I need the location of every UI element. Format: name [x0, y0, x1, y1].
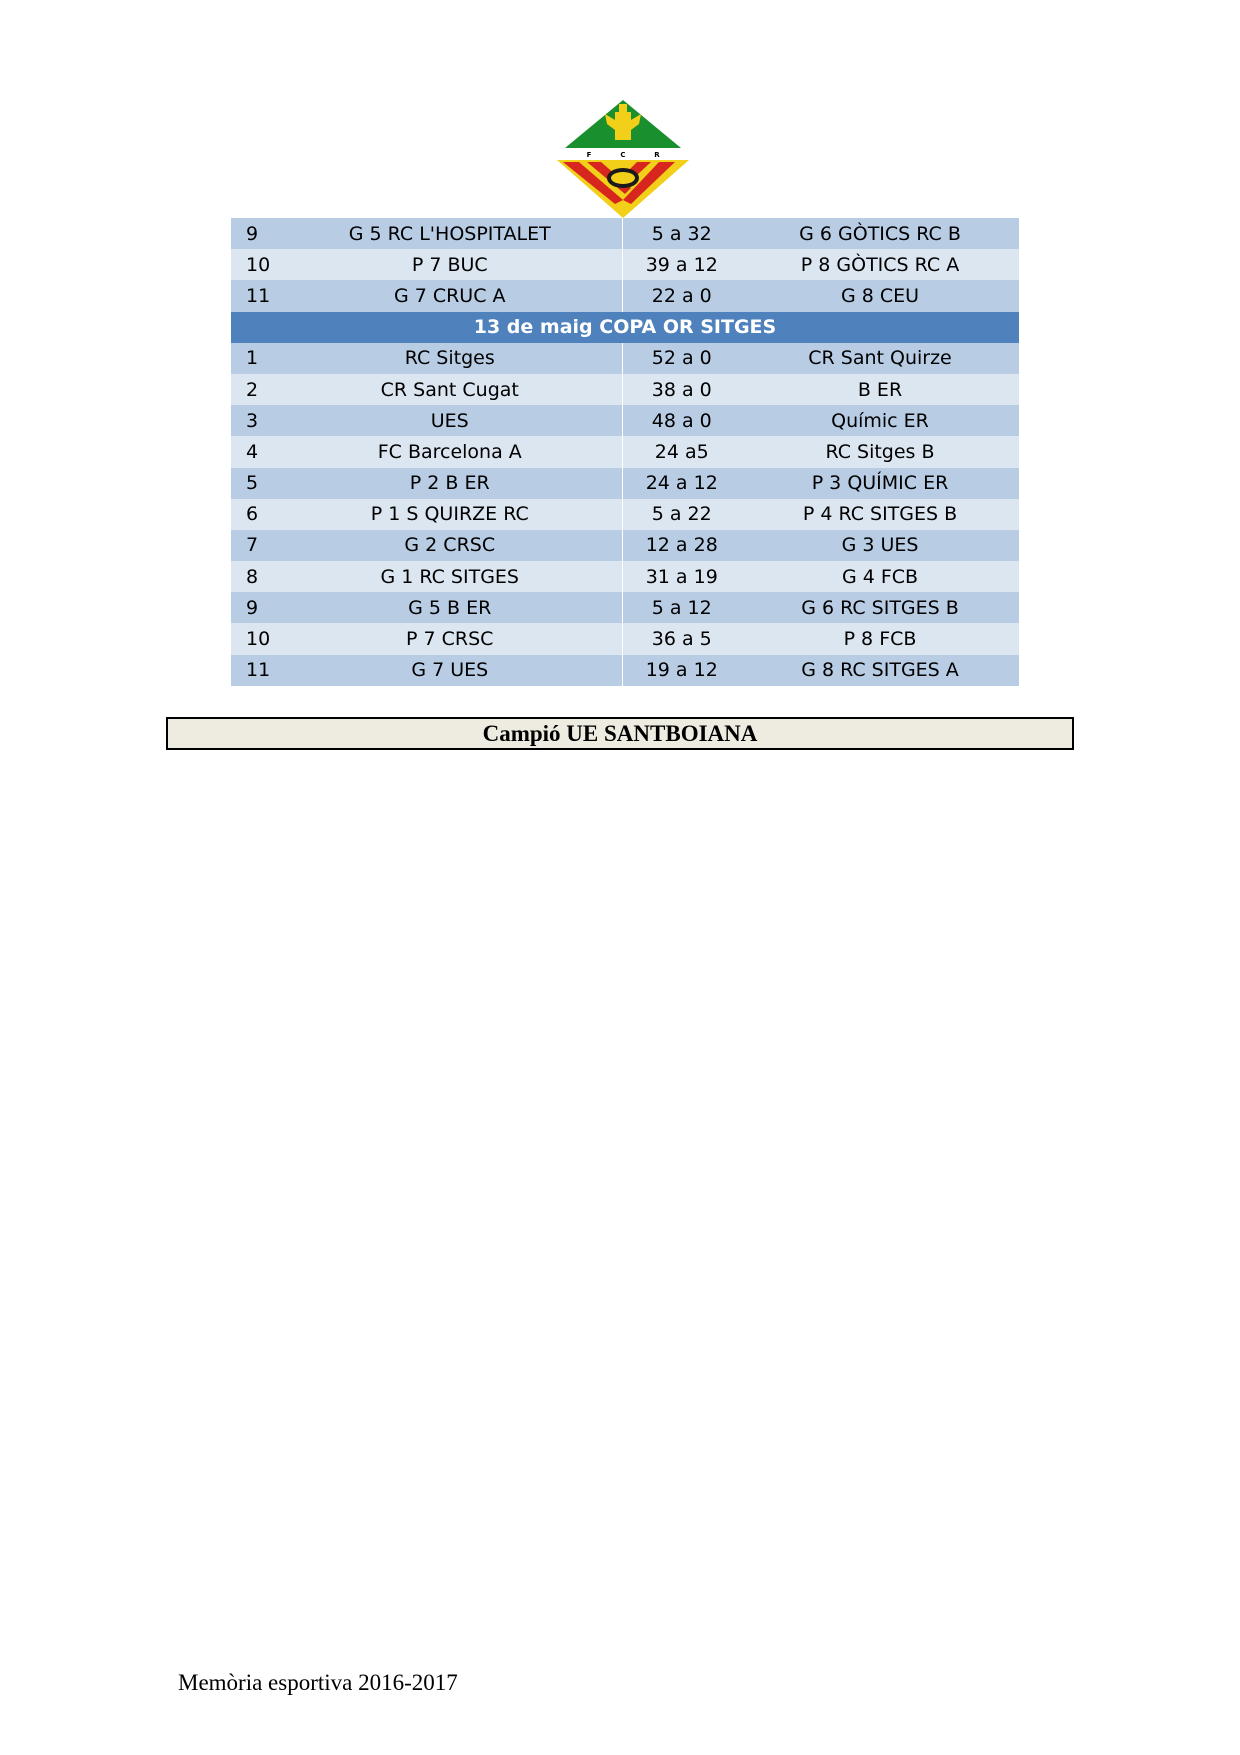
match-number: 5: [231, 468, 278, 499]
away-team: G 4 FCB: [741, 561, 1019, 592]
match-number: 11: [231, 655, 278, 686]
home-team: P 1 S QUIRZE RC: [278, 499, 622, 530]
score: 36 a 5: [622, 623, 741, 654]
table-row: [231, 592, 1019, 623]
score: 5 a 22: [622, 499, 741, 530]
table-row: [231, 280, 1019, 311]
champion-banner: Campió UE SANTBOIANA: [166, 717, 1074, 750]
federation-logo: [557, 100, 689, 218]
score: 22 a 0: [622, 280, 741, 311]
table-row: [231, 530, 1019, 561]
page-footer: Memòria esportiva 2016-2017: [178, 1670, 458, 1695]
match-number: 1: [231, 343, 278, 374]
score: 12 a 28: [622, 530, 741, 561]
match-number: 4: [231, 436, 278, 467]
score: 24 a5: [622, 436, 741, 467]
away-team: G 6 RC SITGES B: [741, 592, 1019, 623]
match-number: 11: [231, 280, 278, 311]
section-header-row: [231, 312, 1019, 343]
table-row: [231, 468, 1019, 499]
score: 31 a 19: [622, 561, 741, 592]
away-team: G 8 CEU: [741, 280, 1019, 311]
home-team: FC Barcelona A: [278, 436, 622, 467]
match-number: 2: [231, 374, 278, 405]
results-table: [231, 218, 1019, 686]
logo-letter-f: F: [586, 151, 592, 159]
match-number: 6: [231, 499, 278, 530]
table-row: [231, 343, 1019, 374]
table-row: [231, 374, 1019, 405]
logo-letter-c: C: [620, 151, 626, 159]
home-team: CR Sant Cugat: [278, 374, 622, 405]
table-row: [231, 249, 1019, 280]
logo-letter-r: R: [654, 151, 660, 159]
score: 19 a 12: [622, 655, 741, 686]
away-team: P 8 FCB: [741, 623, 1019, 654]
home-team: G 1 RC SITGES: [278, 561, 622, 592]
score: 5 a 32: [622, 218, 741, 249]
away-team: Químic ER: [741, 405, 1019, 436]
away-team: RC Sitges B: [741, 436, 1019, 467]
away-team: G 8 RC SITGES A: [741, 655, 1019, 686]
score: 52 a 0: [622, 343, 741, 374]
score: 5 a 12: [622, 592, 741, 623]
table-row: [231, 561, 1019, 592]
home-team: P 2 B ER: [278, 468, 622, 499]
match-number: 9: [231, 218, 278, 249]
table-row: [231, 655, 1019, 686]
home-team: G 2 CRSC: [278, 530, 622, 561]
home-team: UES: [278, 405, 622, 436]
match-number: 3: [231, 405, 278, 436]
home-team: G 5 B ER: [278, 592, 622, 623]
home-team: P 7 CRSC: [278, 623, 622, 654]
score: 38 a 0: [622, 374, 741, 405]
home-team: G 7 UES: [278, 655, 622, 686]
away-team: CR Sant Quirze: [741, 343, 1019, 374]
home-team: RC Sitges: [278, 343, 622, 374]
away-team: P 3 QUÍMIC ER: [741, 468, 1019, 499]
score: 48 a 0: [622, 405, 741, 436]
away-team: P 8 GÒTICS RC A: [741, 249, 1019, 280]
match-number: 8: [231, 561, 278, 592]
home-team: G 7 CRUC A: [278, 280, 622, 311]
table-row: [231, 623, 1019, 654]
match-number: 10: [231, 623, 278, 654]
table-row: [231, 499, 1019, 530]
table-row: [231, 436, 1019, 467]
home-team: G 5 RC L'HOSPITALET: [278, 218, 622, 249]
score: 24 a 12: [622, 468, 741, 499]
table-row: [231, 218, 1019, 249]
match-number: 9: [231, 592, 278, 623]
away-team: G 3 UES: [741, 530, 1019, 561]
away-team: P 4 RC SITGES B: [741, 499, 1019, 530]
match-number: 10: [231, 249, 278, 280]
section-header: 13 de maig COPA OR SITGES: [231, 312, 1019, 343]
home-team: P 7 BUC: [278, 249, 622, 280]
match-number: 7: [231, 530, 278, 561]
away-team: G 6 GÒTICS RC B: [741, 218, 1019, 249]
away-team: B ER: [741, 374, 1019, 405]
table-row: [231, 405, 1019, 436]
score: 39 a 12: [622, 249, 741, 280]
